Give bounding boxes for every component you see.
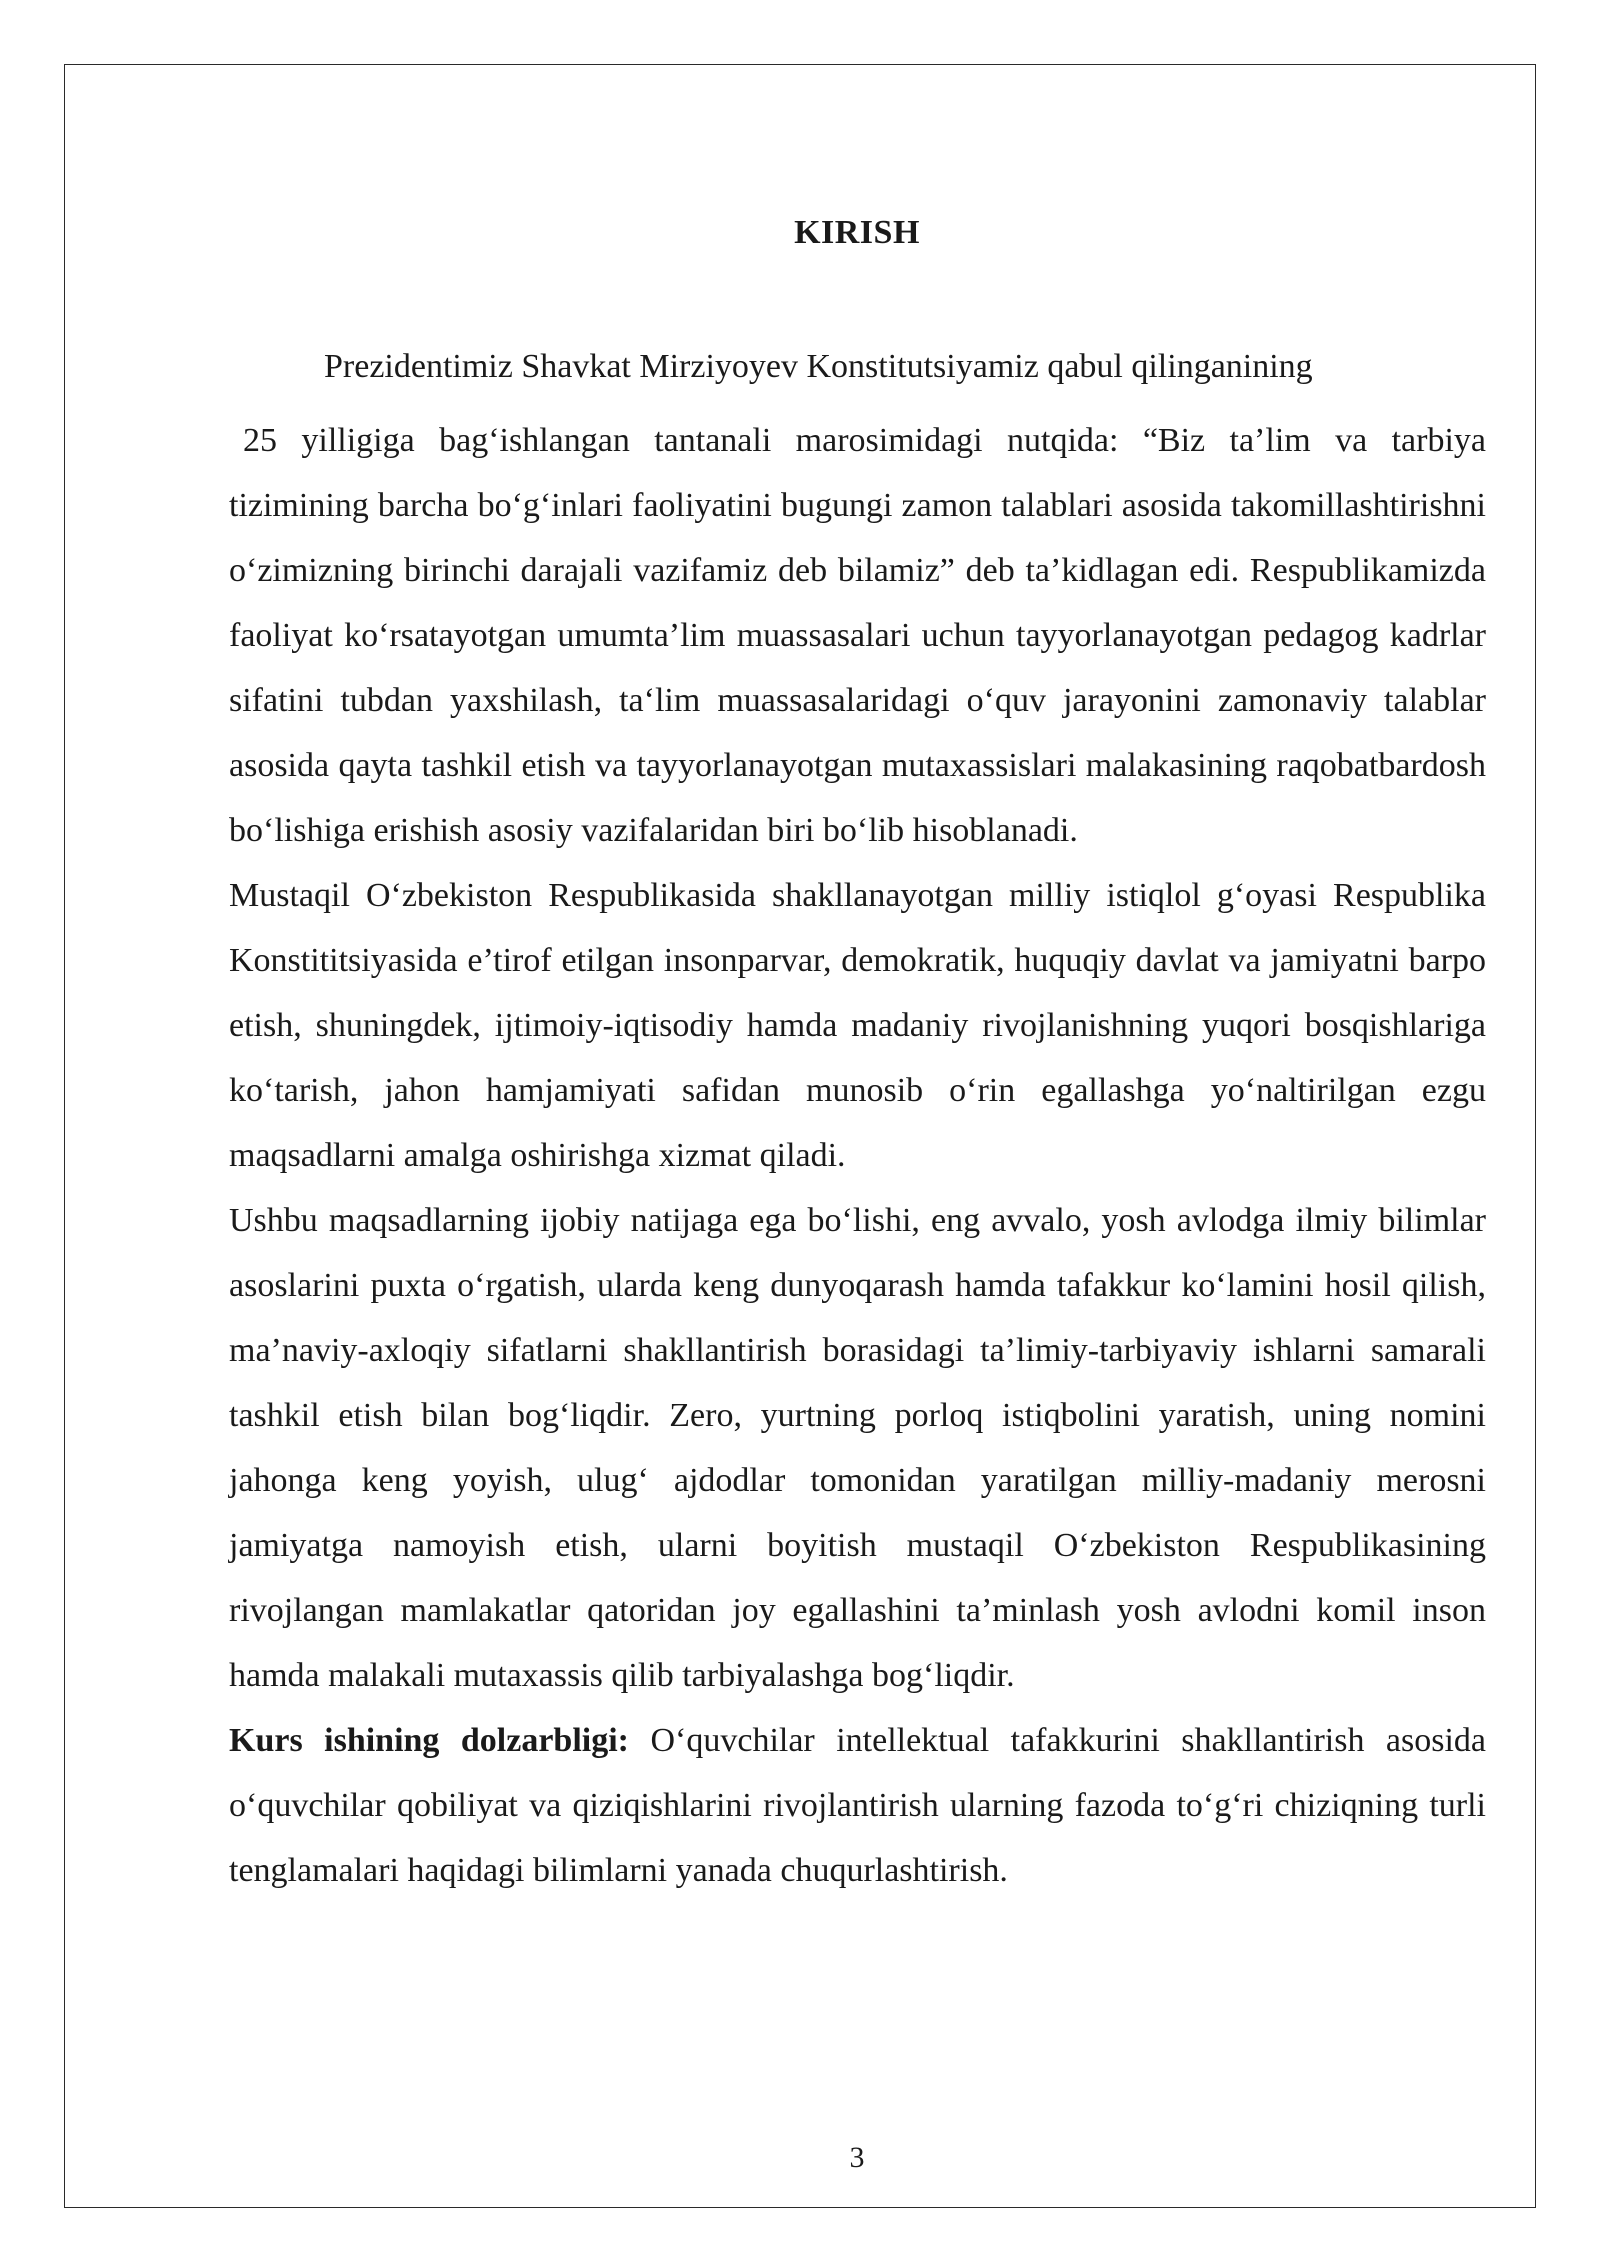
paragraph-intro-first-line: Prezidentimiz Shavkat Mirziyoyev Konstitutsiyamiz qabul qilinganining — [324, 348, 1313, 385]
page-number: 3 — [849, 2141, 865, 2174]
document-body — [229, 408, 1486, 1903]
page-title: KIRISH — [794, 214, 920, 251]
paragraph-goals: Ushbu maqsadlarning ijobiy natijaga ega bo‘lishi, eng avvalo, yosh avlodga ilmiy bilimlar asoslarini puxta o‘rgatish, ularda keng dunyoqarash hamda tafakkur ko‘lamini hosil qilish, ma’naviy-axloqiy sifatlarni shakllantirish borasidagi ta’limiy-tarbiyaviy ishlarni samarali tashkil etish bilan bog‘liqdir. Zero, yurtning porloq istiqbolini yaratish, uning nomini jahonga keng yoyish, ulug‘ ajdodlar tomonidan yaratilgan milliy-madaniy merosni jamiyatga namoyish etish, ularni boyitish mustaqil O‘zbekiston Respublikasining rivojlangan mamlakatlar qatoridan joy egallashini ta’minlash yosh avlodni komil inson hamda malakali mutaxassis qilib tarbiyalashga bog‘liqdir. — [229, 1202, 1486, 1694]
relevance-text: O‘quvchilar intellektual tafakkurini shakllantirish asosida o‘quvchilar qobiliyat va qiziqishlarini rivojlantirish ularning fazoda to‘g‘ri chiziqning turli tenglamalari haqidagi bilimlarni yanada chuqurlashtirish. — [229, 1722, 1486, 1889]
paragraph-independence: Mustaqil O‘zbekiston Respublikasida shakllanayotgan milliy istiqlol g‘oyasi Respublika Konstititsiyasida e’tirof etilgan insonparvar, demokratik, huquqiy davlat va jamiyatni barpo etish, shuningdek, ijtimoiy-iqtisodiy hamda madaniy rivojlanishning yuqori bosqishlariga ko‘tarish, jahon hamjamiyati safidan munosib o‘rin egallashga yo‘naltirilgan ezgu maqsadlarni amalga oshirishga xizmat qiladi. — [229, 877, 1486, 1174]
relevance-label: Kurs ishining dolzarbligi: — [229, 1722, 630, 1759]
paragraph-relevance — [229, 1708, 1486, 1903]
paragraph-intro: 25 yilligiga bag‘ishlangan tantanali marosimidagi nutqida: “Biz ta’lim va tarbiya tizimining barcha bo‘g‘inlari faoliyatini bugungi zamon talablari asosida takomillashtirishni o‘zimizning birinchi darajali vazifamiz deb bilamiz” deb ta’kidlagan edi. Respublikamizda faoliyat ko‘rsatayotgan umumta’lim muassasalari uchun tayyorlanayotgan pedagog kadrlar sifatini tubdan yaxshilash, ta‘lim muassasalaridagi o‘quv jarayonini zamonaviy talablar asosida qayta tashkil etish va tayyorlanayotgan mutaxassislari malakasining raqobatbardosh bo‘lishiga erishish asosiy vazifalaridan biri bo‘lib hisoblanadi. — [229, 422, 1486, 849]
